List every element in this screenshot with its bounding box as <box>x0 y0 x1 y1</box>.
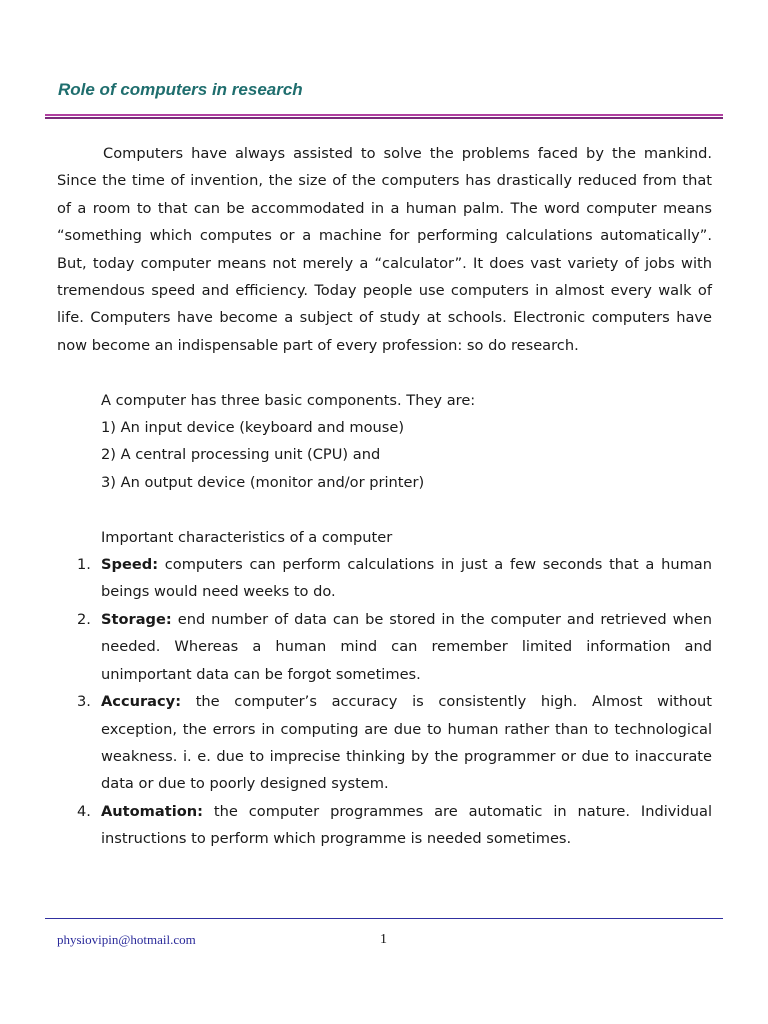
list-term: Speed: <box>101 556 159 574</box>
footer-divider <box>45 918 723 919</box>
list-term: Accuracy: <box>101 693 182 711</box>
footer-email-link[interactable]: physiovipin@hotmail.com <box>57 932 196 947</box>
intro-paragraph <box>57 140 712 359</box>
page-title: Role of computers in research <box>58 80 303 99</box>
list-text: computers can perform calculations in just a few seconds that a human beings would need weeks to do. <box>101 556 712 601</box>
list-text: end number of data can be stored in the computer and retrieved when needed. Whereas a human mind can remember limited information and unimportant data can be forgot sometimes. <box>101 610 713 683</box>
characteristics-list <box>57 551 712 852</box>
component-item: 1) An input device (keyboard and mouse) <box>101 419 405 437</box>
document-body <box>57 140 712 853</box>
intro-text: Computers have always assisted to solve the problems faced by the mankind. Since the time of invention, the size of the computers has drastically reduced from that of a room to that can be accommodated in a human palm. The word computer means “something which computes or a machine for performing calculations automatically”. But, today computer means not merely a “calculator”. It does vast variety of jobs with tremendous speed and efficiency. Today people use computers in almost every walk of life. Computers have become a subject of study at schools. Electronic computers have now become an indispensable part of every profession: so do research. <box>57 145 712 354</box>
list-number: 3. <box>77 693 91 711</box>
characteristics-heading: Important characteristics of a computer <box>101 528 393 546</box>
list-number: 4. <box>77 802 91 820</box>
list-text: the computer programmes are automatic in nature. Individual instructions to perform which programme is needed sometimes. <box>101 802 712 848</box>
component-item: 3) An output device (monitor and/or printer) <box>101 473 425 491</box>
list-term: Storage: <box>101 610 172 628</box>
title-divider <box>45 114 723 119</box>
list-item <box>77 551 712 606</box>
list-item <box>77 798 712 853</box>
components-heading: A computer has three basic components. They are: <box>101 391 476 409</box>
list-number: 2. <box>77 610 91 628</box>
list-number: 1. <box>77 556 91 574</box>
component-item: 2) A central processing unit (CPU) and <box>101 446 381 464</box>
page-number: 1 <box>380 932 387 947</box>
list-term: Automation: <box>101 802 203 820</box>
list-item <box>77 688 712 798</box>
list-item <box>77 606 713 688</box>
list-text: the computer’s accuracy is consistently high. Almost without exception, the errors in computing are due to human rather than to technological weakness. i. e. due to imprecise thinking by the programmer or due to inaccurate data or due to poorly designed system. <box>101 693 712 793</box>
components-section <box>57 387 712 497</box>
